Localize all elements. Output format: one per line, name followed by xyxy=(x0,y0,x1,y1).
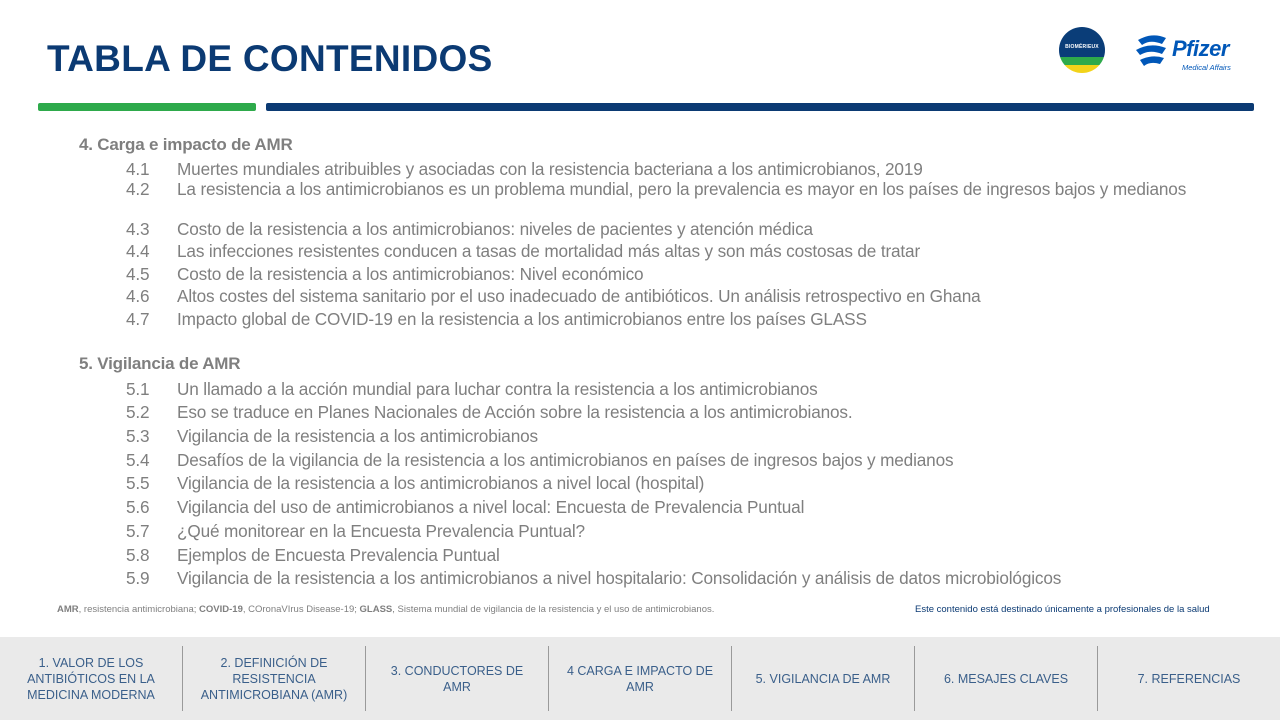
pfizer-logo-subtitle: Medical Affairs xyxy=(1182,63,1231,72)
toc-item-number: 4.5 xyxy=(126,264,150,284)
toc-item-number: 4.7 xyxy=(126,309,150,329)
pfizer-logo-word: Pfizer xyxy=(1172,36,1229,61)
nav-tab-3[interactable]: 3. CONDUCTORES DE AMR xyxy=(390,663,524,694)
toc-item-number: 4.4 xyxy=(126,241,150,261)
toc-item-text: Las infecciones resistentes conducen a tasas de mortalidad más altas y son más costosas de tratar xyxy=(177,241,921,261)
toc-item-text: La resistencia a los antimicrobianos es un problema mundial, pero la prevalencia es mayor en los países de ingresos bajos y medianos xyxy=(177,179,1187,199)
toc-item-text: Desafíos de la vigilancia de la resistencia a los antimicrobianos en países de ingresos bajos y medianos xyxy=(177,450,954,470)
page-title: TABLA DE CONTENIDOS xyxy=(47,38,493,79)
toc-item-text: Vigilancia de la resistencia a los antimicrobianos xyxy=(177,426,538,446)
toc-item-number: 5.5 xyxy=(126,473,150,493)
nav-tab-2[interactable]: 2. DEFINICIÓN DE RESISTENCIA ANTIMICROBIANA (AMR) xyxy=(200,655,348,702)
toc-item-number: 5.9 xyxy=(126,568,150,588)
footnote-def-covid: , COronaVIrus Disease-19; xyxy=(242,604,360,615)
toc-item-number: 4.1 xyxy=(126,159,150,179)
toc-item-text: Un llamado a la acción mundial para luchar contra la resistencia a los antimicrobianos xyxy=(177,379,818,399)
biomerieux-logo xyxy=(1059,27,1105,73)
toc-item-text: Vigilancia de la resistencia a los antimicrobianos a nivel local (hospital) xyxy=(177,473,705,493)
toc-item-number: 5.6 xyxy=(126,497,150,517)
toc-item-text: ¿Qué monitorear en la Encuesta Prevalencia Puntual? xyxy=(177,521,585,541)
toc-item-text: Eso se traduce en Planes Nacionales de Acción sobre la resistencia a los antimicrobianos. xyxy=(177,402,853,422)
nav-tab-1[interactable]: 1. VALOR DE LOS ANTIBIÓTICOS EN LA MEDICINA MODERNA xyxy=(27,655,155,702)
toc-item-number: 4.2 xyxy=(126,179,150,199)
section-nav-bar xyxy=(0,637,1280,720)
toc-item-number: 4.6 xyxy=(126,286,150,306)
nav-tab-4[interactable]: 4 CARGA E IMPACTO DE AMR xyxy=(566,663,714,694)
pfizer-logo xyxy=(1132,28,1254,74)
biomerieux-logo-icon xyxy=(1059,27,1105,73)
toc-item-text: Vigilancia de la resistencia a los antimicrobianos a nivel hospitalario: Consolidación y análisis de datos microbiológicos xyxy=(177,568,1062,588)
hcp-disclaimer: Este contenido está destinado únicamente a profesionales de la salud xyxy=(915,604,1210,615)
toc-item-number: 4.3 xyxy=(126,219,150,239)
footnote-abbr-covid: COVID-19 xyxy=(199,604,243,615)
toc-item-number: 5.3 xyxy=(126,426,150,446)
toc-item-number: 5.8 xyxy=(126,545,150,565)
toc-item-number: 5.4 xyxy=(126,450,150,470)
footnote-abbr-glass: GLASS xyxy=(359,604,393,615)
nav-tab-7[interactable]: 7. REFERENCIAS xyxy=(1137,671,1241,686)
toc-item-text: Altos costes del sistema sanitario por el uso inadecuado de antibióticos. Un análisis retrospectivo en Ghana xyxy=(177,286,981,306)
section-heading-5: 5. Vigilancia de AMR xyxy=(79,354,241,373)
section-heading-4: 4. Carga e impacto de AMR xyxy=(79,135,293,154)
biomerieux-logo-text: BIOMÉRIEUX xyxy=(1065,44,1099,50)
toc-item-text: Costo de la resistencia a los antimicrobianos: niveles de pacientes y atención médica xyxy=(177,219,813,239)
accent-bar-green xyxy=(38,103,256,111)
toc-item-text: Muertes mundiales atribuibles y asociadas con la resistencia bacteriana a los antimicrobianos, 2019 xyxy=(177,159,923,179)
toc-item-number: 5.7 xyxy=(126,521,150,541)
footnote-abbr-amr: AMR xyxy=(57,604,79,615)
pfizer-helix-icon xyxy=(1132,30,1172,70)
footnote-def-glass: , Sistema mundial de vigilancia de la resistencia y el uso de antimicrobianos. xyxy=(392,604,715,615)
toc-item-text: Costo de la resistencia a los antimicrobianos: Nivel económico xyxy=(177,264,644,284)
toc-item-text: Vigilancia del uso de antimicrobianos a nivel local: Encuesta de Prevalencia Puntual xyxy=(177,497,805,517)
footnote-def-amr: , resistencia antimicrobiana; xyxy=(78,604,200,615)
accent-bar-blue xyxy=(266,103,1254,111)
toc-item-number: 5.1 xyxy=(126,379,150,399)
nav-tab-5[interactable]: 5. VIGILANCIA DE AMR xyxy=(755,671,891,686)
nav-tab-6[interactable]: 6. MESAJES CLAVES xyxy=(943,671,1069,686)
toc-item-number: 5.2 xyxy=(126,402,150,422)
abbreviations-footnote xyxy=(57,604,714,615)
toc-item-text: Ejemplos de Encuesta Prevalencia Puntual xyxy=(177,545,500,565)
toc-item-text: Impacto global de COVID-19 en la resistencia a los antimicrobianos entre los países GLASS xyxy=(177,309,867,329)
